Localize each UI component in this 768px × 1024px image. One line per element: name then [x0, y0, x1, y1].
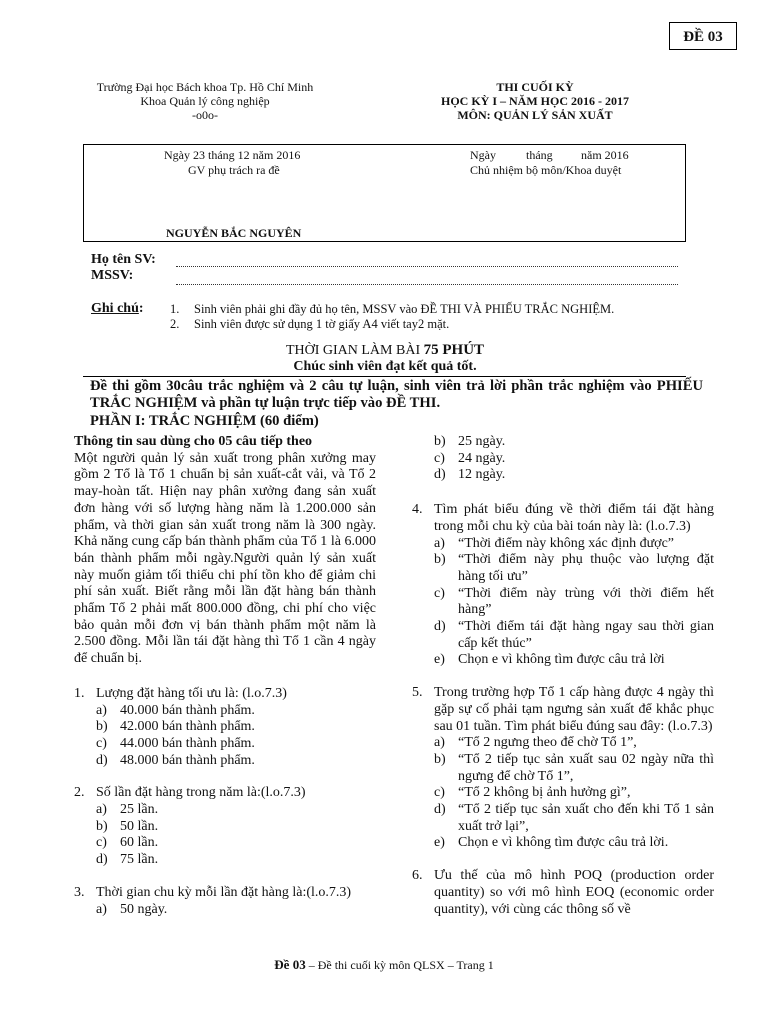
footer-text: – Đề thi cuối kỳ môn QLSX – Trang 1	[305, 958, 494, 972]
option-b[interactable]	[434, 434, 714, 451]
info-title: Thông tin sau dùng cho 05 câu tiếp theo	[74, 434, 313, 449]
option-letter: b)	[434, 751, 446, 767]
option-text: “Thời điểm tái đặt hàng ngay sau thời gian cấp kết thúc”	[458, 619, 714, 651]
option-letter: a)	[96, 901, 107, 917]
question-number: 4.	[412, 502, 423, 518]
question-text: Thời gian chu kỳ mỗi lần đặt hàng là:(l.o.7.3)	[96, 884, 352, 900]
exam-header	[400, 80, 670, 122]
question-number: 6.	[412, 868, 423, 884]
option-text: “Thời điểm này không xác định được”	[458, 535, 675, 551]
notes-label-text: Ghi chú	[91, 301, 139, 316]
university-header	[70, 80, 340, 122]
option-text: Chọn e vì không tìm được câu trả lời	[458, 652, 665, 668]
exam-term: HỌC KỲ I – NĂM HỌC 2016 - 2017	[441, 94, 629, 108]
option-b[interactable]	[434, 752, 714, 785]
question-text: Tìm phát biểu đúng về thời điểm tái đặt hàng trong mỗi chu kỳ của bài toán này là: (l.o.7.3)	[434, 502, 714, 534]
option-b[interactable]	[434, 552, 714, 585]
lecturer-name: NGUYỄN BẮC NGUYÊN	[166, 226, 302, 240]
good-luck-message: Chúc sinh viên đạt kết quả tốt.	[293, 359, 477, 374]
option-text: “Thời điểm này trùng với thời điểm hết hàng”	[458, 585, 714, 618]
option-letter: b)	[96, 719, 108, 735]
option-d[interactable]	[96, 852, 376, 869]
header-ornament: -o0o-	[192, 108, 218, 122]
question-text: Lượng đặt hàng tối ưu là: (l.o.7.3)	[96, 685, 287, 701]
page-footer	[0, 957, 768, 973]
option-text: “Tổ 2 tiếp tục sản xuất sau 02 ngày nữa thì ngưng để chờ Tổ 1”,	[458, 751, 714, 784]
left-column	[74, 434, 376, 918]
option-c[interactable]	[434, 451, 714, 468]
option-d[interactable]	[96, 753, 376, 770]
option-text: “Tổ 2 tiếp tục sản xuất cho đến khi Tổ 1 sản xuất trở lại”,	[458, 802, 714, 834]
option-text: 12 ngày.	[458, 467, 506, 483]
info-paragraph: Một người quản lý sản xuất trong phân xưởng may gồm 2 Tổ là Tổ 1 chuẩn bị sản xuất-cắt vải, và Tổ 2 may-hoàn tất. Hiện nay phân xưởng đang sản xuất đơn hàng với số lượng hàng năm là 1.200.000 sản phẩm, và thời gian sản xuất trong năm là 300 ngày. Khả năng cung cấp bán thành phẩm của Tổ 1 là 6.000 bán thành phẩm mỗi ngày.Người quản lý sản xuất này muốn giảm tối thiểu chi phí tồn kho để giảm chi phí sản xuất. Biết rằng mỗi lần đặt hàng bán thành phẩm Tổ 2 phải mất 800.000 đồng, chi phí cho việc bảo quản mỗi đơn vị bán thành phẩm một năm là 2.500 đồng. Mỗi lần tái đặt hàng thì Tổ 1 cần 4 ngày để chuẩn bị.	[74, 450, 376, 667]
question-5	[412, 685, 714, 852]
question-3	[74, 885, 376, 918]
option-text: 48.000 bán thành phẩm.	[120, 752, 255, 768]
question-4	[412, 502, 714, 669]
option-text: 42.000 bán thành phẩm.	[120, 719, 255, 735]
notes-label-colon: :	[138, 301, 144, 316]
option-e[interactable]	[434, 652, 714, 669]
question-number: 2.	[74, 785, 85, 801]
question-text: Ưu thế của mô hình POQ (production order quantity) so với mô hình EOQ (economic order quantity), với cùng các thông số về	[434, 868, 714, 917]
option-letter: d)	[434, 619, 446, 635]
notes-list	[170, 302, 690, 332]
question-number: 1.	[74, 685, 85, 701]
note-item	[170, 302, 690, 317]
footer-code: Đề 03	[274, 957, 306, 972]
duration-label: THỜI GIAN LÀM BÀI	[285, 343, 424, 358]
student-name-field[interactable]	[176, 266, 678, 267]
approver-date-month: tháng	[526, 148, 553, 162]
option-c[interactable]	[434, 785, 714, 802]
note-number: 1.	[170, 302, 180, 316]
option-text: “Tổ 2 không bị ảnh hưởng gì”,	[458, 785, 631, 801]
option-letter: b)	[434, 552, 446, 568]
option-e[interactable]	[434, 835, 714, 852]
option-letter: c)	[434, 585, 445, 601]
question-text: Số lần đặt hàng trong năm là:(l.o.7.3)	[96, 785, 306, 801]
question-1	[74, 686, 376, 770]
option-letter: c)	[96, 735, 107, 751]
duration-value: 75 PHÚT	[423, 342, 485, 358]
option-letter: e)	[434, 835, 445, 851]
approver-role: Chủ nhiệm bộ môn/Khoa duyệt	[470, 163, 622, 177]
option-letter: d)	[434, 467, 446, 483]
question-3-continued	[412, 434, 714, 484]
option-letter: a)	[96, 702, 107, 718]
student-id-field[interactable]	[176, 284, 678, 285]
option-b[interactable]	[96, 719, 376, 736]
option-letter: d)	[434, 802, 446, 818]
option-letter: b)	[96, 818, 108, 834]
option-letter: a)	[96, 802, 107, 818]
option-letter: d)	[96, 852, 108, 868]
part1-title: PHẦN I: TRẮC NGHIỆM (60 điểm)	[90, 413, 319, 429]
option-d[interactable]	[434, 467, 714, 484]
approver-date-day: Ngày	[470, 148, 496, 162]
option-text: 25 ngày.	[458, 434, 506, 449]
exam-duration	[90, 342, 680, 359]
question-6	[412, 868, 714, 918]
option-letter: a)	[434, 735, 445, 751]
option-text: 44.000 bán thành phẩm.	[120, 735, 255, 751]
option-a[interactable]	[434, 536, 714, 553]
question-number: 3.	[74, 884, 85, 900]
university-name: Trường Đại học Bách khoa Tp. Hồ Chí Minh	[96, 80, 314, 94]
option-d[interactable]	[434, 619, 714, 652]
question-2	[74, 785, 376, 869]
option-text: 75 lần.	[120, 852, 159, 868]
option-a[interactable]	[434, 735, 714, 752]
lecturer-role: GV phụ trách ra đề	[188, 163, 280, 177]
right-column	[412, 434, 714, 918]
option-c[interactable]	[434, 586, 714, 619]
student-name-label: Họ tên SV:	[91, 252, 156, 267]
divider	[83, 376, 686, 377]
notes-label	[91, 301, 144, 317]
approver-date-year: năm 2016	[581, 148, 629, 162]
option-letter: c)	[96, 835, 107, 851]
question-text: Trong trường hợp Tổ 1 cấp hàng được 4 ngày thì gặp sự cố phải tạm ngưng sản xuất để khắc phục sau 01 tuần. Tìm phát biểu đúng sau đây: (l.o.7.3)	[434, 685, 714, 734]
option-a[interactable]	[96, 802, 376, 819]
exam-instruction: Đề thi gồm 30câu trắc nghiệm và 2 câu tự luận, sinh viên trả lời phần trắc nghiệm vào PHIẾU TRẮC NGHIỆM và phần tự luận trực tiếp vào ĐỀ THI.	[90, 378, 703, 411]
note-number: 2.	[170, 317, 180, 331]
exam-code-box: ĐỀ 03	[669, 22, 737, 50]
option-text: Chọn e vì không tìm được câu trả lời.	[458, 835, 669, 851]
note-item	[170, 317, 690, 332]
note-text: Sinh viên được sử dụng 1 tờ giấy A4 viết tay2 mặt.	[194, 317, 450, 331]
option-a[interactable]	[96, 703, 376, 720]
signature-box	[83, 144, 686, 242]
exam-title: THI CUỐI KỲ	[496, 80, 574, 94]
question-number: 5.	[412, 685, 423, 701]
faculty-name: Khoa Quản lý công nghiệp	[140, 94, 270, 108]
option-letter: d)	[96, 752, 108, 768]
option-text: 60 lần.	[120, 835, 159, 851]
exam-subject: MÔN: QUẢN LÝ SẢN XUẤT	[457, 108, 613, 122]
option-letter: c)	[434, 785, 445, 801]
option-text: 50 lần.	[120, 818, 159, 834]
option-c[interactable]	[96, 835, 376, 852]
option-text: 50 ngày.	[120, 901, 168, 917]
option-c[interactable]	[96, 736, 376, 753]
lecturer-date: Ngày 23 tháng 12 năm 2016	[164, 148, 301, 162]
option-d[interactable]	[434, 802, 714, 835]
option-text: “Tổ 2 ngưng theo để chờ Tổ 1”,	[458, 735, 637, 751]
note-text: Sinh viên phải ghi đầy đủ họ tên, MSSV vào ĐỀ THI VÀ PHIẾU TRẮC NGHIỆM.	[194, 302, 615, 316]
option-a[interactable]	[96, 902, 376, 919]
student-id-label: MSSV:	[91, 268, 134, 283]
option-text: 40.000 bán thành phẩm.	[120, 702, 255, 718]
option-letter: e)	[434, 652, 445, 668]
option-letter: a)	[434, 535, 445, 551]
option-text: 24 ngày.	[458, 450, 506, 466]
option-letter: c)	[434, 450, 445, 466]
option-text: 25 lần.	[120, 802, 159, 818]
option-letter: b)	[434, 434, 446, 449]
option-b[interactable]	[96, 819, 376, 836]
option-text: “Thời điểm này phụ thuộc vào lượng đặt hàng tối ưu”	[458, 552, 714, 584]
